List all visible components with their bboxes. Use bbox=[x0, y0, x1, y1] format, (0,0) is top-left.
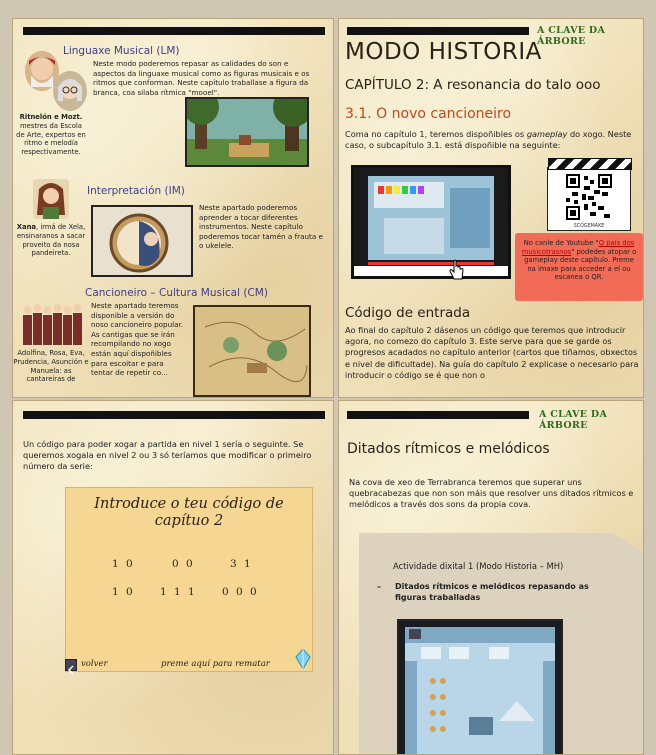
qr-code[interactable] bbox=[547, 167, 631, 231]
brand-label: A CLAVE DA ÁRBORE bbox=[539, 409, 608, 431]
xana-avatar bbox=[33, 179, 69, 219]
crystal-icon[interactable] bbox=[295, 649, 311, 669]
page-top-right bbox=[338, 18, 644, 398]
intro-post: do xogo. Neste caso, o subcapítulo 3.1. está dispoñible na seguinte: bbox=[345, 129, 632, 151]
section-title-lm: Linguaxe Musical (LM) bbox=[63, 45, 180, 57]
back-button[interactable]: volver bbox=[81, 659, 108, 669]
mentor-mozt-avatar bbox=[53, 71, 87, 111]
cantareiras-image bbox=[21, 301, 85, 347]
chapter-subtitle: CAPÍTULO 2: A resonancia do talo ooo bbox=[345, 77, 601, 93]
section-text-cm: Neste apartado teremos disponible a versión do noso cancioneiro popular. As cantigas que se irán recompilando no xogo están aquí dispoñibles para escoitar e para tentar de repetir co... bbox=[91, 301, 184, 378]
page-top-left bbox=[12, 18, 334, 398]
header-bar bbox=[347, 411, 529, 419]
tambourine-image bbox=[91, 205, 193, 277]
intro-pre: Coma no capítulo 1, teremos dispoñibles os bbox=[345, 129, 525, 139]
code-r1-c1[interactable]: 1 0 bbox=[112, 558, 135, 570]
clapperboard-top-icon bbox=[548, 158, 632, 170]
code-r2-c3[interactable]: 0 0 0 bbox=[222, 586, 259, 598]
page-text: Na cova de xeo de Terrabranca teremos que superar uns quebracabezas que non son máis que resolver uns ditados rítmicos e melódicos a través dos sons da propia cova. bbox=[349, 477, 634, 510]
code-r1-c2[interactable]: 0 0 bbox=[172, 558, 195, 570]
section-heading: 3.1. O novo cancioneiro bbox=[345, 106, 512, 122]
header-bar bbox=[23, 411, 325, 419]
section-title-cm: Cancioneiro – Cultura Musical (CM) bbox=[85, 287, 268, 299]
code-r2-c1[interactable]: 1 0 bbox=[112, 586, 135, 598]
hand-cursor-icon bbox=[449, 259, 465, 283]
code-intro: Un código para poder xogar a partida en nivel 1 sería o seguinte. Se queremos xogala en nivel 2 ou 3 só teríamos que modificar o primeiro número da serie: bbox=[23, 439, 312, 472]
brand-label: A CLAVE DA ÁRBORE bbox=[537, 25, 606, 47]
caption-xana bbox=[15, 223, 87, 258]
header-bar bbox=[347, 27, 529, 35]
code-text: Ao final do capítulo 2 dásenos un código que teremos que introducir agora, no comezo do capítulo 3. Este serve para que se garde os progresos acadados no capítulo anterior (cartos que tiñamos, obxectos e nivel de dificultade). Na guía do capítulo 2 explicase o necesario para introducir o código se é que non o bbox=[345, 325, 639, 380]
youtube-note bbox=[515, 233, 643, 301]
old-map-image bbox=[193, 305, 311, 397]
activity-bullet: Ditados rítmicos e melódicos repasando as figuras traballadas bbox=[395, 582, 589, 602]
caption-xana-text: , irmá de Xela, ensinaranos a sacar proveito da nosa pandeireta. bbox=[16, 223, 86, 258]
activity-title: Actividade dixital 1 (Modo Historia – MH) bbox=[393, 561, 564, 571]
page-bottom-left bbox=[12, 400, 334, 755]
code-entry-card bbox=[65, 487, 313, 672]
code-card-title: Introduce o teu código de capítuo 2 bbox=[94, 496, 284, 529]
qr-label: SCOGEMAKE bbox=[573, 224, 605, 229]
intro-em: gameplay bbox=[526, 129, 568, 139]
code-heading: Código de entrada bbox=[345, 305, 471, 321]
code-r1-c3[interactable]: 3 1 bbox=[230, 558, 253, 570]
caption-xana-name: Xana bbox=[16, 223, 37, 231]
section-text-im: Neste apartado poderemos aprender a tocar diferentes instrumentos. Neste capítulo poderemos tocar tamén a frauta e o ukelele. bbox=[199, 203, 323, 251]
note-post: " podedes atopar o gameplay deste capítulo. Preme na imaxe para acceder a el ou escanea o QR. bbox=[524, 247, 637, 282]
page-title: MODO HISTORIA bbox=[345, 39, 542, 65]
finish-button[interactable]: preme aquí para rematar bbox=[161, 659, 270, 669]
section-text-lm: Neste modo poderemos repasar as calidades do son e aspectos da linguaxe musical como as figuras musicais e os ritmos que conforman. Neste capítulo traballase a figura da branca, coa silaba rítmica "mooel". bbox=[93, 59, 310, 97]
caption-cantareiras: Adolfina, Rosa, Eva, Prudencia, Asunción e Manuela: as cantareiras de bbox=[13, 349, 89, 384]
page-title: Ditados rítmicos e melódicos bbox=[347, 441, 550, 457]
section-title-im: Interpretación (IM) bbox=[87, 185, 185, 197]
page-bottom-right bbox=[338, 400, 644, 755]
code-r2-c2[interactable]: 1 1 1 bbox=[160, 586, 197, 598]
header-bar bbox=[23, 27, 325, 35]
section-intro bbox=[345, 129, 639, 151]
bullet-dash: – bbox=[377, 581, 382, 591]
note-pre: No canle de Youtube " bbox=[523, 239, 599, 247]
ice-cave-game-screenshot[interactable] bbox=[397, 619, 563, 755]
caption-mentors bbox=[15, 113, 87, 157]
back-arrow-icon[interactable] bbox=[65, 659, 77, 671]
caption-mentors-name: Ritnelón e Mozt. bbox=[19, 113, 83, 121]
caption-mentors-text: mestres da Escola de Arte, expertos en ritmo e melodía respectivamente. bbox=[16, 121, 86, 157]
forest-picnic-image bbox=[185, 97, 309, 167]
gameplay-video-thumbnail[interactable] bbox=[351, 165, 511, 279]
youtube-channel-link[interactable]: O país dos musicotrasnos bbox=[521, 239, 635, 256]
